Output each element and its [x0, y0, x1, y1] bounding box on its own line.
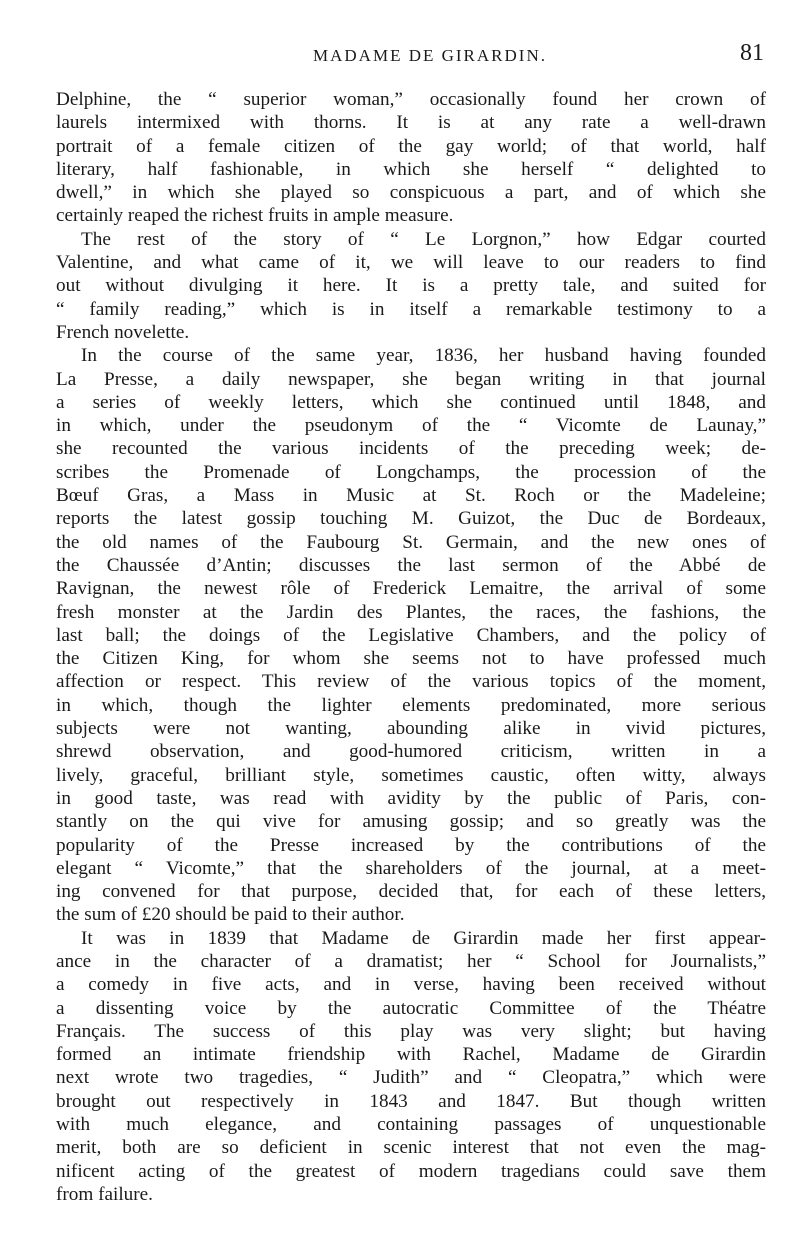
text-line: “ family reading,” which is in itself a remarkable testimony to a — [56, 298, 766, 320]
page-number: 81 — [740, 40, 764, 66]
text-line: French novelette. — [56, 321, 190, 343]
text-line: portrait of a female citizen of the gay world; of that world, half — [56, 135, 766, 157]
text-line: literary, half fashionable, in which she herself “ delighted to — [56, 158, 766, 180]
text-line: It was in 1839 that Madame de Girardin made her first appear- — [81, 927, 766, 949]
text-line: the sum of £20 should be paid to their author. — [56, 904, 405, 926]
running-head — [56, 40, 764, 70]
text-line: Valentine, and what came of it, we will leave to our readers to find — [56, 252, 766, 274]
text-line: popularity of the Presse increased by the contributions of the — [56, 834, 766, 856]
text-line: formed an intimate friendship with Rachel, Madame de Girardin — [56, 1044, 766, 1066]
text-line: the Chaussée d’Antin; discusses the last sermon of the Abbé de — [56, 554, 766, 576]
text-line: Bœuf Gras, a Mass in Music at St. Roch or the Madeleine; — [56, 485, 766, 507]
paragraph — [56, 228, 766, 344]
text-line: shrewd observation, and good-humored criticism, written in a — [56, 741, 766, 763]
text-line: subjects were not wanting, abounding alike in vivid pictures, — [56, 718, 766, 740]
text-line: in good taste, was read with avidity by the public of Paris, con- — [56, 787, 766, 809]
text-line: elegant “ Vicomte,” that the shareholders of the journal, at a meet- — [56, 857, 766, 879]
text-line: La Presse, a daily newspaper, she began writing in that journal — [56, 368, 766, 390]
text-line: last ball; the doings of the Legislative Chambers, and the policy of — [56, 624, 766, 646]
paragraph — [56, 927, 766, 1207]
text-line: The rest of the story of “ Le Lorgnon,” how Edgar courted — [81, 228, 766, 250]
text-line: Delphine, the “ superior woman,” occasionally found her crown of — [56, 89, 766, 110]
text-line: a dissenting voice by the autocratic Committee of the Théatre — [56, 997, 766, 1019]
paragraph — [56, 88, 766, 228]
text-line: certainly reaped the richest fruits in ample measure. — [56, 205, 454, 227]
text-line: lively, graceful, brilliant style, sometimes caustic, often witty, always — [56, 764, 766, 786]
text-line: from failure. — [56, 1183, 153, 1205]
text-line: stantly on the qui vive for amusing gossip; and so greatly was the — [56, 811, 766, 833]
text-line: ance in the character of a dramatist; her “ School for Journalists,” — [56, 950, 766, 972]
text-line: the old names of the Faubourg St. Germain, and the new ones of — [56, 531, 766, 553]
text-line: laurels intermixed with thorns. It is at any rate a well-drawn — [56, 112, 766, 134]
text-line: the Citizen King, for whom she seems not to have professed much — [56, 648, 766, 670]
text-line: In the course of the same year, 1836, her husband having founded — [81, 345, 766, 367]
text-line: nificent acting of the greatest of modern tragedians could save them — [56, 1160, 766, 1182]
running-title: MADAME DE GIRARDIN. — [313, 46, 547, 65]
body-text — [56, 88, 766, 1206]
text-line: a series of weekly letters, which she continued until 1848, and — [56, 391, 766, 413]
text-line: a comedy in five acts, and in verse, having been received without — [56, 974, 766, 996]
text-line: in which, under the pseudonym of the “ Vicomte de Launay,” — [56, 415, 766, 437]
text-line: scribes the Promenade of Longchamps, the procession of the — [56, 461, 766, 483]
text-line: brought out respectively in 1843 and 1847. But though written — [56, 1090, 766, 1112]
text-line: ing convened for that purpose, decided that, for each of these letters, — [56, 881, 766, 903]
text-line: dwell,” in which she played so conspicuous a part, and of which she — [56, 182, 766, 204]
text-line: reports the latest gossip touching M. Guizot, the Duc de Bordeaux, — [56, 508, 766, 530]
text-line: merit, both are so deficient in scenic interest that not even the mag- — [56, 1137, 766, 1159]
text-line: with much elegance, and containing passages of unquestionable — [56, 1114, 766, 1136]
text-line: out without divulging it here. It is a pretty tale, and suited for — [56, 275, 766, 297]
text-line: affection or respect. This review of the various topics of the moment, — [56, 671, 766, 693]
text-line: Ravignan, the newest rôle of Frederick Lemaitre, the arrival of some — [56, 578, 766, 600]
text-line: in which, though the lighter elements predominated, more serious — [56, 694, 766, 716]
paragraph — [56, 344, 766, 926]
text-line: she recounted the various incidents of the preceding week; de- — [56, 438, 766, 460]
text-line: next wrote two tragedies, “ Judith” and “ Cleopatra,” which were — [56, 1067, 766, 1089]
text-line: fresh monster at the Jardin des Plantes, the races, the fashions, the — [56, 601, 766, 623]
text-line: Français. The success of this play was very slight; but having — [56, 1020, 766, 1042]
